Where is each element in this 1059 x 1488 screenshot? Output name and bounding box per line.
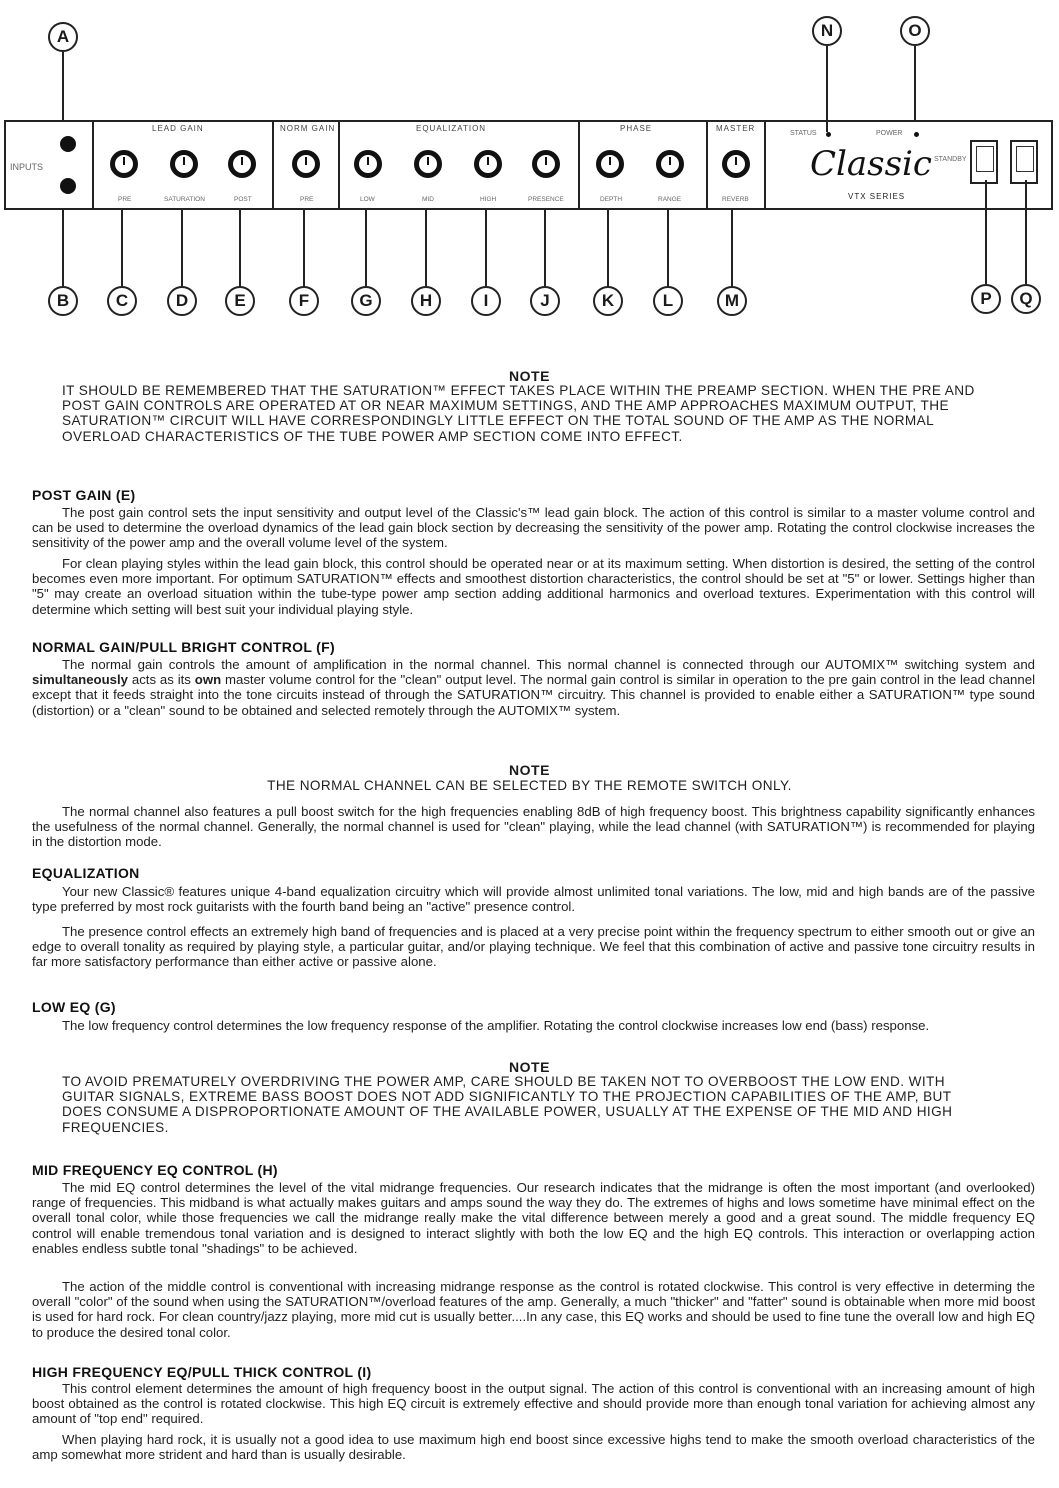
callout-q: Q [1011, 284, 1041, 314]
knob-label-range: RANGE [658, 196, 682, 203]
low-eq-paragraph: The low frequency control determines the low frequency response of the amplifier. Rotating the control clockwise increases low end (bass) response. [62, 1018, 930, 1033]
post-gain-knob[interactable] [228, 150, 256, 178]
standby-switch[interactable] [970, 140, 998, 184]
section-heading-post-gain: POST GAIN (E) [32, 487, 136, 503]
callout-g: G [351, 286, 381, 316]
knob-label-post: POST [234, 196, 252, 203]
master-reverb-knob[interactable] [722, 150, 750, 178]
callout-d: D [167, 286, 197, 316]
norm-gain-label: NORM GAIN [280, 124, 336, 133]
section-heading-mid-eq: MID FREQUENCY EQ CONTROL (H) [32, 1162, 278, 1178]
text-run: master volume control for the "clean" output level. The normal gain control is similar in operation to the pre gain control in the lead channel except that it feeds straight into the tone circuits instead of through the SATURATION™ circuitry. This channel is provided to enable either a SATURATION™ type sound (distortion) or a "clean" sound to be obtained and selected remotely through the AUTOMIX™ system. [32, 672, 1035, 718]
leader-line [667, 210, 669, 286]
knob-label-presence: PRESENCE [528, 196, 564, 203]
lead-gain-label: LEAD GAIN [152, 124, 204, 133]
callout-o: O [900, 16, 930, 46]
normal-gain-paragraph [32, 657, 1035, 718]
knob-label-pre: PRE [118, 196, 132, 203]
knob-label-reverb: REVERB [722, 196, 749, 203]
callout-c: C [107, 286, 137, 316]
range-knob[interactable] [656, 150, 684, 178]
lead-gain-section [94, 122, 274, 208]
knob-label-norm-pre: PRE [300, 196, 314, 203]
high-eq-paragraph-2: When playing hard rock, it is usually not a good idea to use maximum high end boost since excessive highs tend to make the smooth overload characteristics of the amp somewhat more strident and hard than is usually desirable. [32, 1432, 1035, 1463]
callout-h: H [411, 286, 441, 316]
mid-eq-paragraph-1: The mid EQ control determines the level of the vital midrange frequencies. Our research indicates that the midrange is often the most important (and overlooked) range of frequencies. This midband is what actually makes guitars and amps sound the way they do. The extremes of highs and lows sometime have minimal effect on the overall tonal color, while those frequencies we call the midrange really make the vital difference between merely a good and a great sound. The middle frequency EQ control will enable tremendous tonal variation and is designed to interact slightly with both the low EQ and the high EQ controls. This interaction or overlapping action enables endless subtle tonal "shadings" to be achieved. [32, 1180, 1035, 1256]
equalization-label: EQUALIZATION [416, 124, 487, 133]
pre-gain-knob[interactable] [110, 150, 138, 178]
section-heading-normal-gain: NORMAL GAIN/PULL BRIGHT CONTROL (F) [32, 639, 335, 655]
knob-label-saturation: SATURATION [164, 196, 205, 203]
phase-label: PHASE [620, 124, 653, 133]
equalization-paragraph-1: Your new Classic® features unique 4-band equalization circuitry which will provide almost unlimited tonal variations. The low, mid and high bands are of the passive type preferred by most rock guitarists with the fourth band being an "active" presence control. [32, 884, 1035, 915]
note-title: NOTE [509, 1059, 550, 1075]
callout-a: A [48, 22, 78, 52]
equalization-paragraph-2: The presence control effects an extremely high band of frequencies and is placed at a very precise point within the frequency spectrum to either smooth out or give an edge to overall tonality as required by playing style, a particular guitar, and/or playing technique. We feel that this combination of active and passive tone circuitry results in far more satisfactory performance than either active or passive alone. [32, 924, 1035, 970]
leader-line [62, 52, 64, 122]
note-title: NOTE [509, 368, 550, 384]
knob-label-high: HIGH [480, 196, 497, 203]
depth-knob[interactable] [596, 150, 624, 178]
callout-k: K [593, 286, 623, 316]
text-run: acts as its [128, 672, 195, 688]
presence-knob[interactable] [532, 150, 560, 178]
leader-line [303, 210, 305, 286]
normal-channel-paragraph: The normal channel also features a pull boost switch for the high frequencies enabling 8dB of high frequency boost. This brightness capability significantly enhances the usefulness of the normal channel. Generally, the normal channel is used for "clean" playing, while the lead channel (with SATURATION™) is recommended for playing in the distortion mode. [32, 804, 1035, 850]
input-jack-high[interactable] [60, 136, 76, 152]
leader-line [121, 210, 123, 286]
status-led [826, 132, 831, 137]
inputs-section [6, 122, 94, 208]
callout-b: B [48, 286, 78, 316]
leader-line [62, 210, 64, 286]
callout-e: E [225, 286, 255, 316]
saturation-knob[interactable] [170, 150, 198, 178]
mid-eq-knob[interactable] [414, 150, 442, 178]
section-heading-low-eq: LOW EQ (G) [32, 999, 116, 1015]
leader-line [181, 210, 183, 286]
leader-line [985, 180, 987, 284]
note-body: TO AVOID PREMATURELY OVERDRIVING THE POWER AMP, CARE SHOULD BE TAKEN NOT TO OVERBOOST THE LOW END. WITH GUITAR SIGNALS, EXTREME BASS BOOST DOES NOT ADD SIGNIFICANTLY TO THE PROJECTION CAPABILITIES OF THE AMP, BUT DOES CONSUME A DISPROPORTIONATE AMOUNT OF THE AVAILABLE POWER, USUALLY AT THE EXPENSE OF THE MID AND HIGH FREQUENCIES. [62, 1074, 953, 1135]
leader-line [544, 210, 546, 286]
note-body: THE NORMAL CHANNEL CAN BE SELECTED BY THE REMOTE SWITCH ONLY. [267, 778, 792, 793]
section-heading-high-eq: HIGH FREQUENCY EQ/PULL THICK CONTROL (I) [32, 1364, 372, 1380]
equalization-section [340, 122, 580, 208]
emphasis-own: own [194, 672, 222, 688]
callout-f: F [289, 286, 319, 316]
mid-eq-paragraph-2: The action of the middle control is conventional with increasing midrange response as the control is rotated clockwise. This control is very effective in determing the overall "color" of the sound when using the SATURATION™/overload features of the amp. Generally, a much "thicker" and "fatter" sound is obtainable when more mid boost is used for hard rock. For clean country/jazz playing, more mid cut is usually better....In any case, this EQ works and should be used to fine tune the overall low and high EQ to produce the desired tonal color. [32, 1279, 1035, 1340]
high-eq-knob[interactable] [474, 150, 502, 178]
standby-label: STANDBY [934, 156, 967, 163]
leader-line [425, 210, 427, 286]
power-label: POWER [876, 130, 903, 137]
callout-p: P [971, 284, 1001, 314]
post-gain-paragraph-2: For clean playing styles within the lead gain block, this control should be operated near or at its maximum setting. When distortion is desired, the setting of the control becomes even more important. For optimum SATURATION™ effects and smoothest distortion characteristics, the control should be set at "5" or lower. Settings higher than "5" may create an overload situation within the tube-type power amp section adding additional harmonics and overload textures. Experimentation with this control will determine which setting will best suit your individual playing style. [32, 556, 1035, 617]
normal-gain-knob[interactable] [292, 150, 320, 178]
knob-label-mid: MID [422, 196, 434, 203]
amp-panel [4, 120, 1053, 210]
phase-section [580, 122, 708, 208]
high-eq-paragraph-1: This control element determines the amount of high frequency boost in the output signal. The action of this control is conventional with an increasing amount of high boost obtained as the control is rotated clockwise. This high EQ circuit is extremely effective and should provide more than enough tonal variation for achieving almost any amount of "top end" required. [32, 1381, 1035, 1427]
note-body: IT SHOULD BE REMEMBERED THAT THE SATURATION™ EFFECT TAKES PLACE WITHIN THE PREAMP SECTION. WHEN THE PRE AND POST GAIN CONTROLS ARE OPERATED AT OR NEAR MAXIMUM SETTINGS, AND THE AMP APPROACHES MAXIMUM OUTPUT, THE SATURATION™ CIRCUIT WILL HAVE CORRESPONDINGLY LITTLE EFFECT ON THE TOTAL SOUND OF THE AMP AS THE NORMAL OVERLOAD CHARACTERISTICS OF THE TUBE POWER AMP SECTION COME INTO EFFECT. [62, 383, 975, 444]
leader-line [485, 210, 487, 286]
low-eq-knob[interactable] [354, 150, 382, 178]
norm-gain-section [274, 122, 340, 208]
classic-logo: Classic [810, 144, 932, 184]
inputs-label: INPUTS [10, 162, 44, 172]
leader-line [239, 210, 241, 286]
leader-line [365, 210, 367, 286]
post-gain-paragraph-1: The post gain control sets the input sensitivity and output level of the Classic's™ lead gain block. The action of this control is similar to a master volume control and can be used to determine the overload dynamics of the lead gain block section by decreasing the sensitivity of the power amp. Rotating the control clockwise increases the sensitivity of the power amp and the overall volume level of the system. [32, 505, 1035, 551]
series-text: VTX SERIES [848, 192, 906, 201]
emphasis-simultaneously: simultaneously [32, 672, 129, 688]
master-label: MASTER [716, 124, 756, 133]
status-label: STATUS [790, 130, 817, 137]
callout-l: L [653, 286, 683, 316]
section-heading-equalization: EQUALIZATION [32, 865, 140, 881]
master-section [708, 122, 766, 208]
power-switch[interactable] [1010, 140, 1038, 184]
callout-n: N [812, 16, 842, 46]
callout-j: J [530, 286, 560, 316]
knob-label-low: LOW [360, 196, 375, 203]
note-title: NOTE [509, 762, 550, 778]
callout-i: I [471, 286, 501, 316]
leader-line [731, 210, 733, 286]
leader-line [607, 210, 609, 286]
input-jack-low[interactable] [60, 178, 76, 194]
leader-line [914, 46, 916, 122]
text-run: The normal gain controls the amount of amplification in the normal channel. This normal channel is connected through our AUTOMIX™ switching system and [62, 657, 1035, 672]
power-led [914, 132, 919, 137]
front-panel-diagram [0, 0, 1059, 340]
callout-m: M [717, 286, 747, 316]
knob-label-depth: DEPTH [600, 196, 623, 203]
leader-line [1025, 180, 1027, 284]
